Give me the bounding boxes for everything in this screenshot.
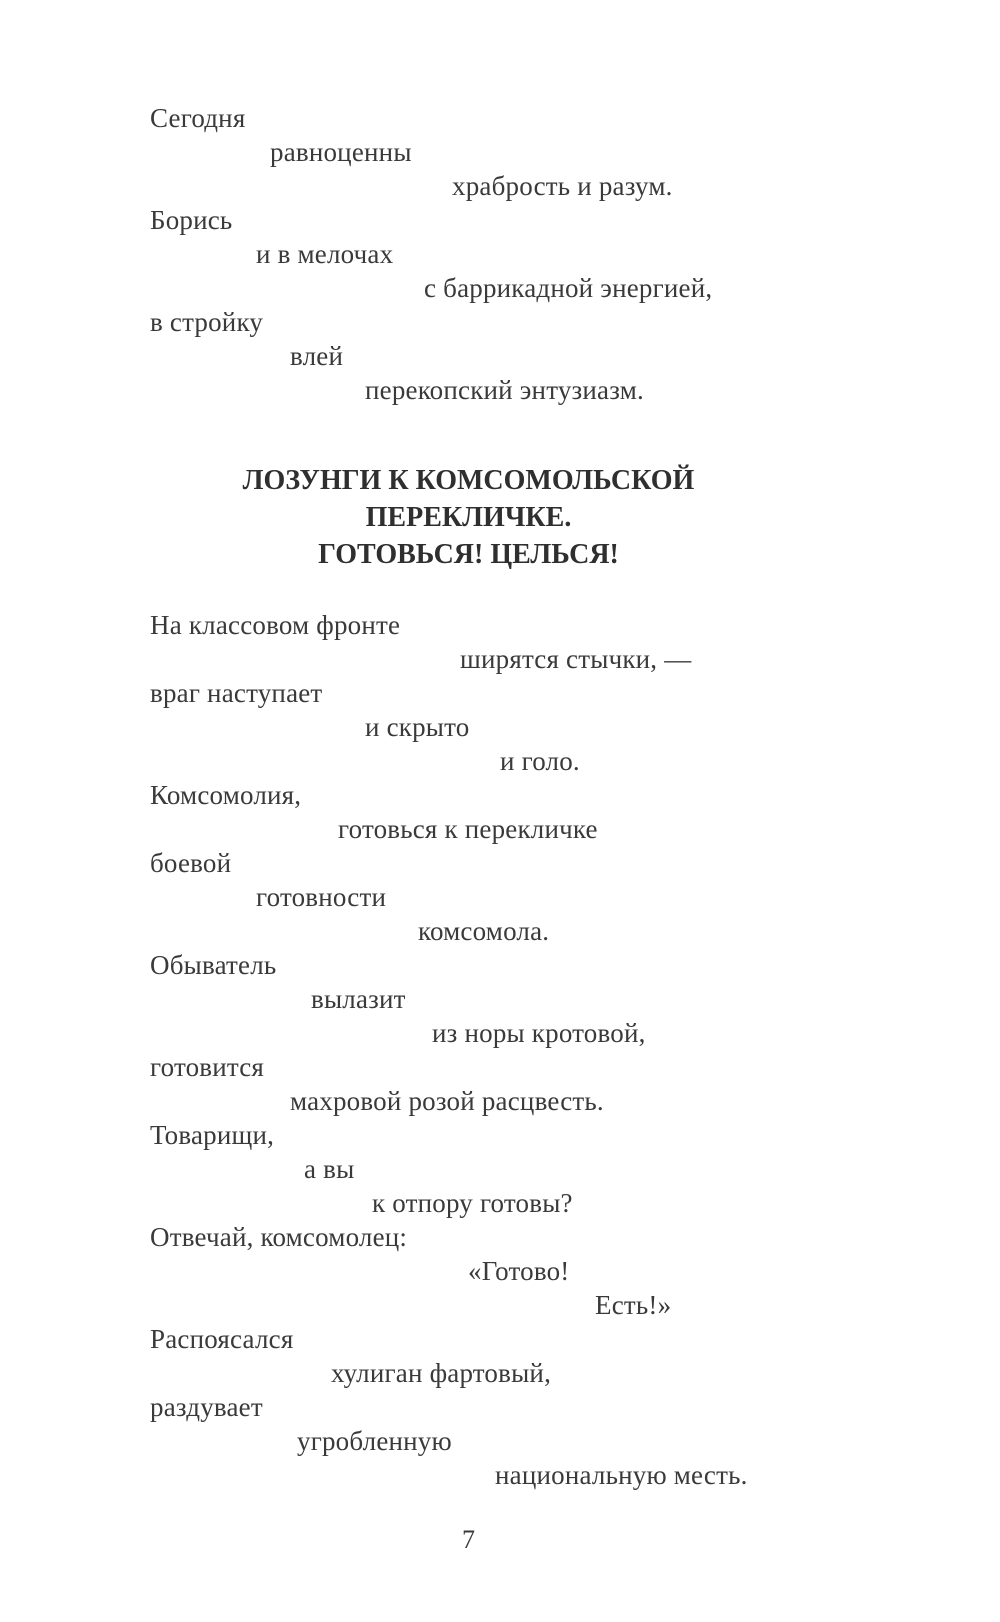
poem-line: На классовом фронте — [150, 610, 401, 640]
poem-line: к отпору готовы? — [372, 1188, 573, 1218]
heading-line-3: ГОТОВЬСЯ! ЦЕЛЬСЯ! — [318, 539, 619, 570]
poem-line: и голо. — [500, 746, 580, 776]
poem-line: и в мелочах — [256, 239, 394, 269]
poem-line: раздувает — [150, 1392, 263, 1422]
poem-line: угробленную — [297, 1426, 452, 1456]
heading-line-2: ПЕРЕКЛИЧКЕ. — [365, 502, 572, 533]
poem-line: боевой — [150, 848, 232, 878]
poem-line: «Готово! — [468, 1256, 570, 1286]
poem-line: махровой розой расцвесть. — [290, 1086, 604, 1116]
poem-line: влей — [290, 341, 344, 371]
poem-line: Комсомолия, — [150, 780, 302, 810]
poem-line: готовится — [150, 1052, 265, 1082]
poem-line: из норы кротовой, — [432, 1018, 646, 1048]
poem-line: хулиган фартовый, — [331, 1358, 552, 1388]
poem-line: в стройку — [150, 307, 264, 337]
page-number: 7 — [462, 1525, 475, 1554]
poem-line: и скрыто — [365, 712, 470, 742]
poem-line: а вы — [304, 1154, 355, 1184]
poem-line: готовности — [256, 882, 387, 912]
poem-line: ширятся стычки, — — [460, 644, 692, 674]
poem-line: готовься к перекличке — [338, 814, 598, 844]
poem-line: перекопский энтузиазм. — [365, 375, 644, 405]
poem-line: вылазит — [311, 984, 406, 1014]
poem-line: Распоясался — [150, 1324, 294, 1354]
poem-line: равноценны — [270, 137, 412, 167]
heading-line-1: ЛОЗУНГИ К КОМСОМОЛЬСКОЙ — [242, 465, 695, 496]
poem-line: с баррикадной энергией, — [424, 273, 713, 303]
poem-line: Есть!» — [595, 1290, 672, 1320]
poem-line: комсомола. — [418, 916, 550, 946]
poem-line: национальную месть. — [495, 1460, 748, 1490]
poem-line: Сегодня — [150, 103, 246, 133]
poem-line: Товарищи, — [150, 1120, 275, 1150]
poem-line: враг наступает — [150, 678, 323, 708]
poem-line: Обыватель — [150, 950, 277, 980]
poem-line: храбрость и разум. — [452, 171, 673, 201]
poem-line: Отвечай, комсомолец: — [150, 1222, 408, 1252]
poem-line: Борись — [150, 205, 233, 235]
